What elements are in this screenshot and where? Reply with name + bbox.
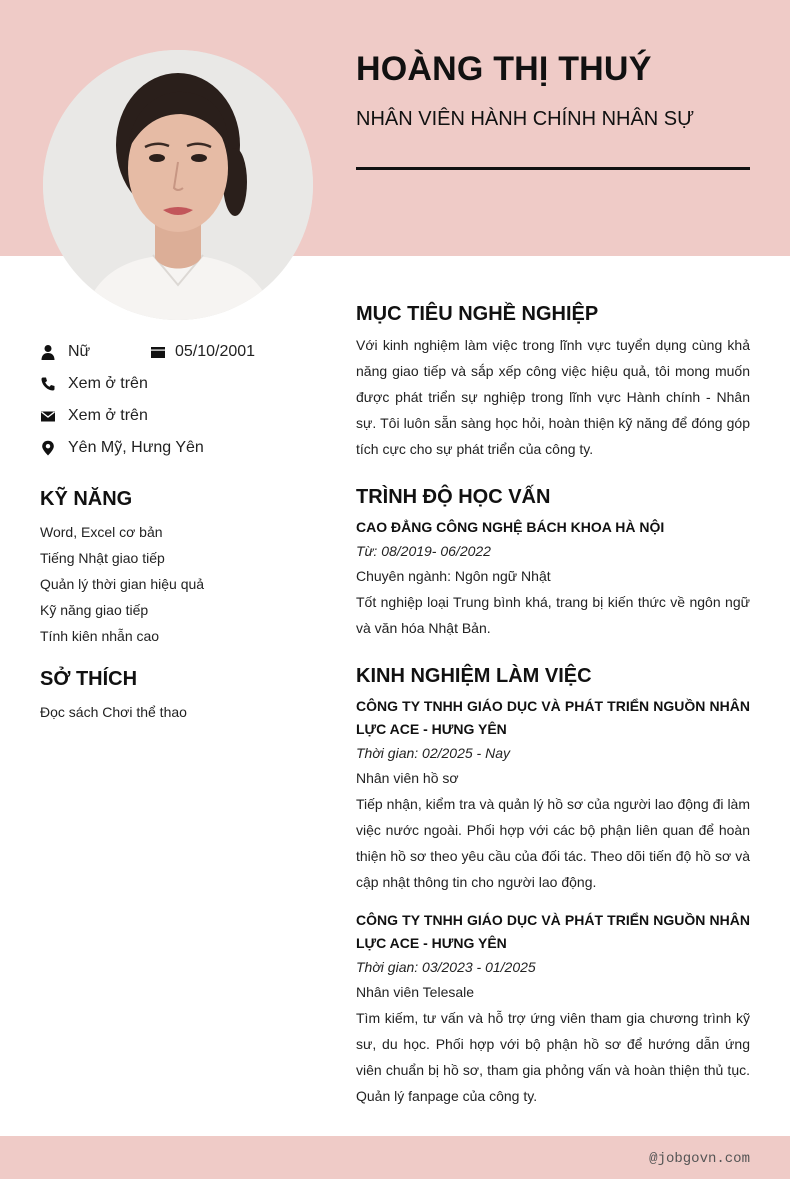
skills-heading: KỸ NĂNG <box>40 488 133 510</box>
title-divider <box>356 167 750 170</box>
job-title: NHÂN VIÊN HÀNH CHÍNH NHÂN SỰ <box>356 108 695 130</box>
phone-icon <box>40 376 56 392</box>
phone-value: Xem ở trên <box>68 375 148 392</box>
hobbies-text: Đọc sách Chơi thể thao <box>40 704 187 720</box>
education-school: CAO ĐẲNG CÔNG NGHỆ BÁCH KHOA HÀ NỘI <box>356 519 665 535</box>
education-heading: TRÌNH ĐỘ HỌC VẤN <box>356 486 551 508</box>
education-major: Chuyên ngành: Ngôn ngữ Nhật <box>356 568 551 584</box>
job-company: CÔNG TY TNHH GIÁO DỤC VÀ PHÁT TRIỂN NGUỒN NHÂN LỰC ACE - HƯNG YÊN <box>356 698 750 737</box>
skill-item: Quản lý thời gian hiệu quả <box>40 576 205 592</box>
email-value: Xem ở trên <box>68 407 148 424</box>
job-role: Nhân viên Telesale <box>356 984 475 1000</box>
job-period: Thời gian: 02/2025 - Nay <box>356 745 510 761</box>
skill-item: Word, Excel cơ bản <box>40 524 163 540</box>
skill-item: Kỹ năng giao tiếp <box>40 602 149 618</box>
person-icon <box>40 344 56 360</box>
education-description: Tốt nghiệp loại Trung bình khá, trang bị kiến thức về ngôn ngữ và văn hóa Nhật Bản. <box>356 594 750 636</box>
job-description: Tìm kiếm, tư vấn và hỗ trợ ứng viên tham gia chương trình kỹ sư, du học. Phối hợp với bộ phận hồ sơ để hướng dẫn ứng viên chuẩn bị hồ sơ, tham gia phỏng vấn và hoàn thiện thủ tục. Quản lý fanpage của công ty. <box>356 1010 750 1104</box>
skill-item: Tính kiên nhẫn cao <box>40 628 160 644</box>
job-company: CÔNG TY TNHH GIÁO DỤC VÀ PHÁT TRIỂN NGUỒN NHÂN LỰC ACE - HƯNG YÊN <box>356 912 750 951</box>
birthdate-value: 05/10/2001 <box>175 343 256 360</box>
footer-watermark: @jobgovn.com <box>649 1151 750 1167</box>
location-pin-icon <box>40 440 56 456</box>
gender-value: Nữ <box>68 343 91 360</box>
address-value: Yên Mỹ, Hưng Yên <box>68 439 204 456</box>
info-birthdate <box>150 342 255 362</box>
job-period: Thời gian: 03/2023 - 01/2025 <box>356 959 536 975</box>
objective-heading: MỤC TIÊU NGHỀ NGHIỆP <box>356 303 599 325</box>
info-phone <box>40 374 148 394</box>
info-gender <box>40 342 90 362</box>
profile-photo <box>43 50 313 320</box>
mail-icon <box>40 408 56 424</box>
info-address <box>40 438 204 458</box>
job-role: Nhân viên hồ sơ <box>356 770 459 786</box>
education-period: Từ: 08/2019- 06/2022 <box>356 543 491 559</box>
skill-item: Tiếng Nhật giao tiếp <box>40 550 165 566</box>
calendar-icon <box>150 344 166 360</box>
objective-text: Với kinh nghiệm làm việc trong lĩnh vực tuyển dụng cùng khả năng giao tiếp và sắp xếp công việc hiệu quả, tôi mong muốn được phát triển sự nghiệp trong lĩnh vực Hành chính - Nhân sự. Tôi luôn sẵn sàng học hỏi, hoàn thiện kỹ năng để đóng góp tích cực cho sự phát triển của công ty. <box>356 337 750 457</box>
job-description: Tiếp nhận, kiểm tra và quản lý hồ sơ của người lao động đi làm việc nước ngoài. Phối hợp với các bộ phận liên quan để hoàn thiện hồ sơ theo yêu cầu của đối tác. Theo dõi tiến độ hồ sơ và cập nhật thông tin cho người lao động. <box>356 796 750 890</box>
experience-heading: KINH NGHIỆM LÀM VIỆC <box>356 665 592 687</box>
hobbies-heading: SỞ THÍCH <box>40 668 138 690</box>
candidate-name: HOÀNG THỊ THUÝ <box>356 50 652 88</box>
info-email <box>40 406 148 426</box>
